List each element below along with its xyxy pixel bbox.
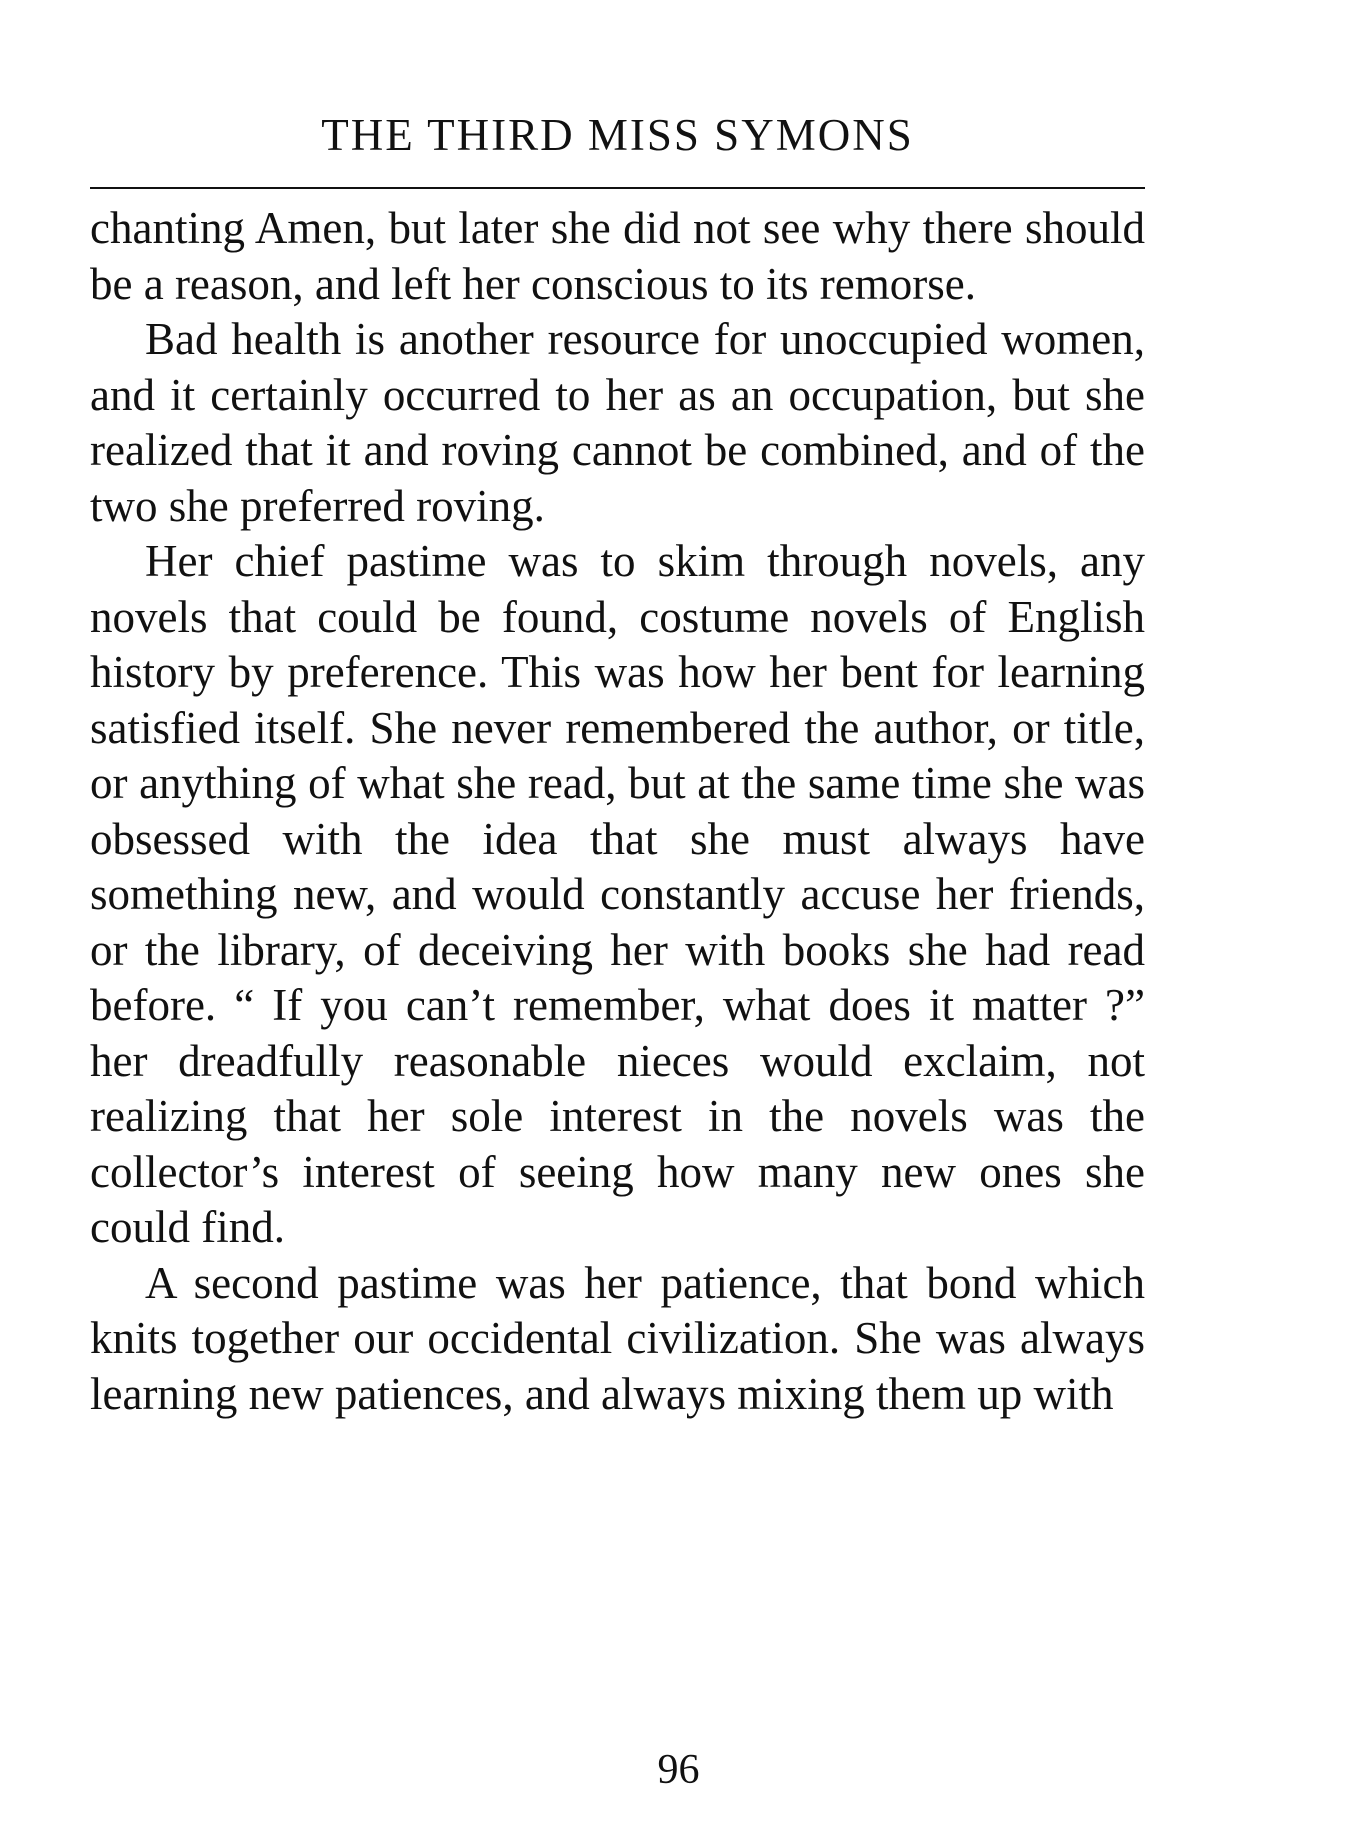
body-text [90, 201, 1145, 1422]
running-head-title: THE THIRD MISS SYMONS [321, 110, 914, 160]
paragraph-patience: A second pastime was her patience, that bond which knits together our occidental civilization. She was always learning new patiences, and always mixing them up with [90, 1257, 1145, 1419]
header-rule [90, 187, 1145, 189]
paragraph-bad-health: Bad health is another resource for unoccupied women, and it certainly occurred to her as an occupation, but she realized that it and roving cannot be combined, and of the two she preferred roving. [90, 314, 1145, 531]
book-page [90, 105, 1145, 1422]
page-number: 96 [657, 1747, 700, 1793]
paragraph-continuation: chanting Amen, but later she did not see why there should be a reason, and left her conscious to its remorse. [90, 203, 1145, 309]
paragraph-novels: Her chief pastime was to skim through novels, any novels that could be found, costume novels of English history by preference. This was how her bent for learning satisfied itself. She never remembered the author, or title, or anything of what she read, but at the same time she was obsessed with the idea that she must always have something new, and would constantly accuse her friends, or the library, of deceiving her with books she had read before. “ If you can’t remember, what does it matter ?” her dreadfully reasonable nieces would exclaim, not realizing that her sole interest in the novels was the collector’s interest of seeing how many new ones she could find. [90, 536, 1145, 1252]
